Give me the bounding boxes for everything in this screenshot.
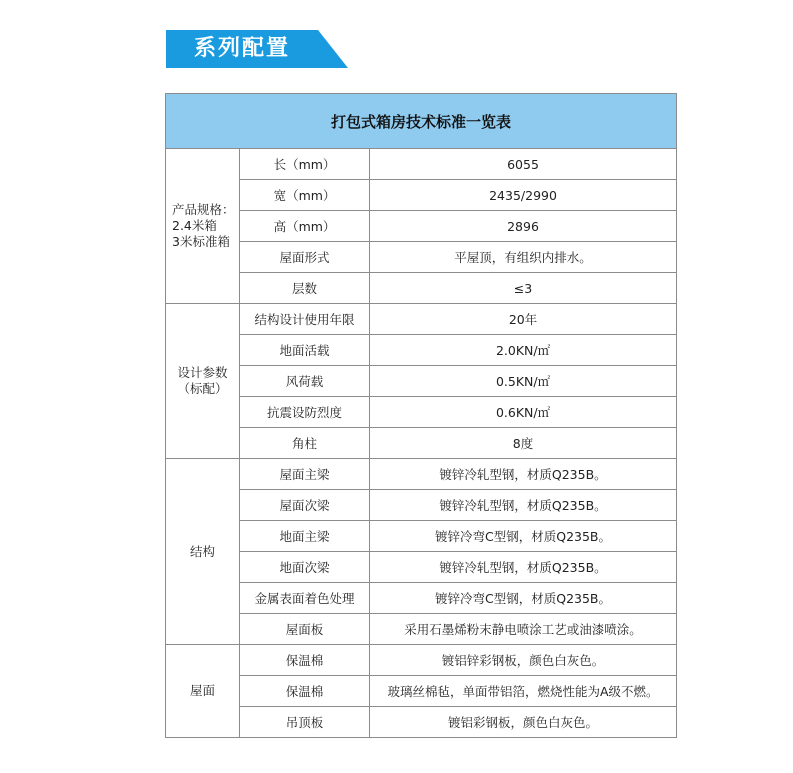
parameter-value: 镀锌冷轧型钢，材质Q235B。 xyxy=(370,490,677,521)
parameter-name: 地面主梁 xyxy=(240,521,370,552)
parameter-name: 屋面次梁 xyxy=(240,490,370,521)
table-body xyxy=(166,149,677,738)
parameter-name: 高（mm） xyxy=(240,211,370,242)
category-label-line: 屋面 xyxy=(189,683,215,698)
parameter-value: 0.5KN/㎡ xyxy=(370,366,677,397)
parameter-value: 镀铝锌彩钢板，颜色白灰色。 xyxy=(370,645,677,676)
parameter-value: 2896 xyxy=(370,211,677,242)
category-cell xyxy=(166,645,240,738)
parameter-name: 屋面主梁 xyxy=(240,459,370,490)
table-row xyxy=(166,707,677,738)
table-header-row xyxy=(166,94,677,149)
parameter-value: ≤3 xyxy=(370,273,677,304)
category-label-line: 2.4米箱 xyxy=(172,218,217,233)
parameter-name: 层数 xyxy=(240,273,370,304)
parameter-value: 镀锌冷轧型钢，材质Q235B。 xyxy=(370,459,677,490)
table-row xyxy=(166,397,677,428)
category-cell xyxy=(166,149,240,304)
table-title: 打包式箱房技术标准一览表 xyxy=(166,94,677,149)
parameter-name: 屋面形式 xyxy=(240,242,370,273)
parameter-value: 镀铝彩钢板，颜色白灰色。 xyxy=(370,707,677,738)
parameter-value: 6055 xyxy=(370,149,677,180)
spec-table xyxy=(165,93,677,738)
table-row xyxy=(166,676,677,707)
table-row xyxy=(166,335,677,366)
table-row xyxy=(166,459,677,490)
category-label-line: （标配） xyxy=(177,381,228,396)
parameter-name: 地面活载 xyxy=(240,335,370,366)
table-row xyxy=(166,366,677,397)
parameter-value: 镀锌冷弯C型钢，材质Q235B。 xyxy=(370,583,677,614)
table-row xyxy=(166,645,677,676)
parameter-value: 20年 xyxy=(370,304,677,335)
table-row xyxy=(166,490,677,521)
table-row xyxy=(166,211,677,242)
parameter-name: 金属表面着色处理 xyxy=(240,583,370,614)
category-label-line: 设计参数 xyxy=(177,365,228,380)
section-title: 系列配置 xyxy=(193,36,290,61)
category-label-line: 产品规格： xyxy=(172,202,235,217)
category-label-line: 结构 xyxy=(189,543,215,559)
parameter-name: 地面次梁 xyxy=(240,552,370,583)
table-row xyxy=(166,614,677,645)
table-row xyxy=(166,521,677,552)
table-row xyxy=(166,273,677,304)
table-row xyxy=(166,149,677,180)
parameter-value: 8度 xyxy=(370,428,677,459)
parameter-value: 玻璃丝棉毡，单面带铝箔，燃烧性能为A级不燃。 xyxy=(370,676,677,707)
table-row xyxy=(166,552,677,583)
parameter-name: 保温棉 xyxy=(240,676,370,707)
parameter-value: 平屋顶，有组织内排水。 xyxy=(370,242,677,273)
section-banner xyxy=(166,30,348,68)
parameter-value: 0.6KN/㎡ xyxy=(370,397,677,428)
parameter-value: 2.0KN/㎡ xyxy=(370,335,677,366)
table-row xyxy=(166,242,677,273)
parameter-name: 角柱 xyxy=(240,428,370,459)
category-cell xyxy=(166,459,240,645)
parameter-name: 风荷载 xyxy=(240,366,370,397)
table-row xyxy=(166,583,677,614)
parameter-name: 长（mm） xyxy=(240,149,370,180)
table-row xyxy=(166,428,677,459)
parameter-name: 结构设计使用年限 xyxy=(240,304,370,335)
parameter-value: 镀锌冷弯C型钢，材质Q235B。 xyxy=(370,521,677,552)
table-row xyxy=(166,180,677,211)
parameter-name: 宽（mm） xyxy=(240,180,370,211)
parameter-value: 镀锌冷轧型钢，材质Q235B。 xyxy=(370,552,677,583)
category-label-line: 3米标准箱 xyxy=(172,234,230,249)
category-cell xyxy=(166,304,240,459)
table-row xyxy=(166,304,677,335)
parameter-name: 抗震设防烈度 xyxy=(240,397,370,428)
parameter-name: 吊顶板 xyxy=(240,707,370,738)
parameter-name: 保温棉 xyxy=(240,645,370,676)
parameter-value: 2435/2990 xyxy=(370,180,677,211)
parameter-value: 采用石墨烯粉末静电喷涂工艺或油漆喷涂。 xyxy=(370,614,677,645)
parameter-name: 屋面板 xyxy=(240,614,370,645)
